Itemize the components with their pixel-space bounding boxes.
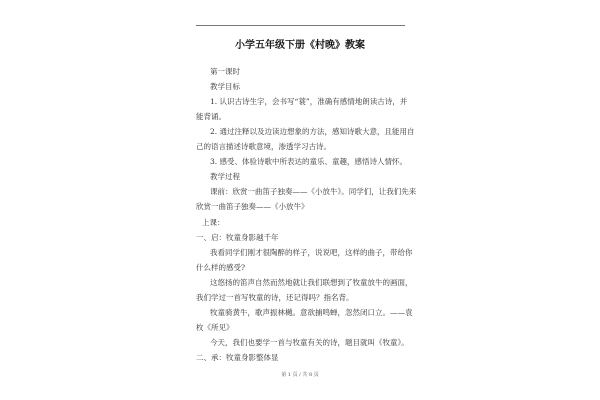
text-line: 二、承：牧童身影整体显 [196,353,279,362]
text-line: 第一课时 [210,67,240,76]
text-line: 牧童骑黄牛，歌声振林樾。意欲捕鸣蝉，忽然闭口立。——袁 [210,308,413,317]
page-number: 第 1 页 / 共 8 页 [281,372,319,378]
text-line: 3. 感受、体验诗歌中所表达的童乐、童趣，感悟诗人情怀。 [210,157,408,166]
text-line: 1. 认识古诗生字，会书写“蓑”，准确有感情地朗读古诗，并 [210,97,408,106]
text-line: 我看同学们刚才很陶醉的样子，说说吧，这样的曲子，带给你 [210,248,413,257]
text-line: 2. 通过注释以及边读边想象的方法，感知诗歌大意，且能用自 [210,127,415,136]
text-line: 上课： [202,218,225,227]
text-line: 己的语言描述诗歌意境，渗透学习古诗。 [196,142,331,151]
text-line: 能背诵。 [196,112,226,121]
text-line: 教学目标 [210,82,240,91]
text-line: 什么样的感受? [196,263,246,272]
text-line: 我们学过一首写牧童的诗，还记得吗？指名背。 [196,293,354,302]
text-line: 枚《所见》 [196,323,234,332]
text-line: 欣赏一曲笛子独奏——《小放牛》 [196,202,309,211]
text-line: 课前：欣赏一曲笛子独奏——《小放牛》。同学们，让我们先来 [210,187,417,196]
text-line: 这悠扬的笛声自然而然地就让我们联想到了牧童放牛的画面， [210,278,413,287]
header-rule [196,25,405,26]
text-line: 今天，我们也要学一首与牧童有关的诗，题目就叫《牧童》。 [210,338,409,347]
text-line: 教学过程 [210,172,240,181]
page-title: 小学五年级下册《村晚》教案 [235,40,365,51]
text-line: 一、启：牧童身影越千年 [196,233,279,242]
